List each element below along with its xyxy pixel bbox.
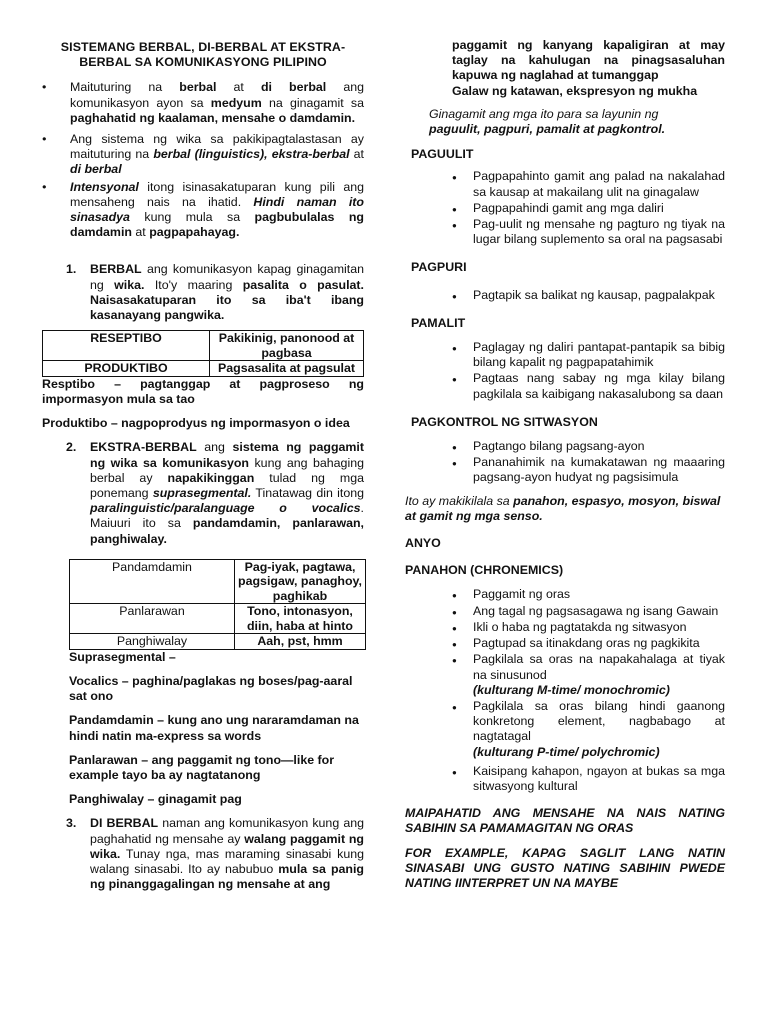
def-panghiwalay: Panghiwalay – ginagamit pag — [69, 792, 242, 807]
title-line-2: BERBAL SA KOMUNIKASYONG PILIPINO — [79, 55, 327, 70]
kulturang-m-time: (kulturang M-time/ monochromic) — [473, 682, 670, 697]
list-item: ● Pagtaas nang sabay ng mga kilay bilang pagkilala sa kaibigang nakasalubong sa daan — [405, 371, 725, 401]
heading-pagpuri: PAGPURI — [411, 260, 467, 275]
caps-note-1: MAIPAHATID ANG MENSAHE NA NAIS NATING SABIHIN SA PAMAMAGITAN NG ORAS — [405, 806, 725, 836]
bullet-intensyonal: Intensyonal itong isinasakatuparan kung pili ang mensaheng nais na ihatid. Hindi naman ito sinasadya kung mula sa pagbubulalas ng damdamin at pagpapahayag. — [70, 179, 364, 240]
def-reseptibo: Resptibo – pagtanggap at pagproseso ng impormasyon mula sa tao — [42, 376, 364, 406]
ekstra-berbal-table — [69, 559, 366, 650]
item-ekstra-berbal: 2. EKSTRA-BERBAL ang sistema ng paggamit ng wika sa komunikasyon kung ang bahaging berbal ay napakikinggan tulad ng mga ponemang suprasegmental. Tinatawag din itong paralinguistic/paralanguage o vocalics. Maiuuri ito sa pandamdamin, panlarawan, panghiwalay. — [66, 440, 365, 546]
bullet-berbal-di-berbal: Maituturing na berbal at di berbal ang komunikasyon ayon sa medyum na ginagamit sa paghahatid ng kaalaman, mensahe o damdamin. — [70, 80, 364, 125]
galaw-ng-katawan: Galaw ng katawan, ekspresyon ng mukha — [452, 83, 698, 98]
heading-anyo: ANYO — [405, 536, 441, 551]
def-produktibo: Produktibo – nagpoprodyus ng impormasyon o idea — [42, 416, 350, 431]
list-item: ● Pagkilala sa oras na napakahalaga at tiyak na sinusunod — [405, 652, 725, 682]
caps-note-2: FOR EXAMPLE, KAPAG SAGLIT LANG NATIN SINASABI UNG GUSTO NATING SABIHIN PWEDE NATING IINTERPRET UN NA MAYBE — [405, 845, 725, 890]
def-panlarawan: Panlarawan – ang paggamit ng tono—like for example tayo ba ay nagtatanong — [69, 752, 335, 782]
list-item: ● Paglagay ng daliri pantapat-pantapik sa bibig bilang kapalit ng pagpapatahimik — [405, 340, 725, 370]
makikilala-text: Ito ay makikilala sa panahon, espasyo, mosyon, biswal at gamit ng mga senso. — [405, 493, 721, 523]
title-line-1: SISTEMANG BERBAL, DI-BERBAL AT EKSTRA- — [60, 40, 346, 54]
list-item: ● Ang tagal ng pagsasagawa ng isang Gawain — [405, 604, 725, 619]
bullet-sistema-ng-wika: Ang sistema ng wika sa pakikipagtalastasan ay maituturing na berbal (linguistics), ekstra-berbal at di berbal — [70, 132, 364, 177]
list-item: ● Pananahimik na kumakatawan ng maaaring pagsang-ayon hudyat ng pagsisimula — [405, 455, 725, 485]
list-item: ● Pag-uulit ng mensahe ng pagturo ng tiyak na lugar bilang suplemento sa oral na pagsasabi — [405, 217, 725, 247]
table-row: RESEPTIBO Pakikinig, panonood at pagbasa — [43, 331, 364, 361]
list-item: ● Pagpapahinto gamit ang palad na nakalahad sa kausap at makailang ulit na ginagalaw — [405, 169, 725, 199]
list-pagpuri — [405, 288, 725, 303]
table-row: Pandamdamin Pag-iyak, pagtawa, pagsigaw, panaghoy, paghikab — [70, 559, 366, 604]
di-berbal-continuation: paggamit ng kanyang kapaligiran at may taglay na kahulugan na pinagsasaluhan kapuwa ng naglahad at tumanggap — [452, 38, 725, 83]
list-item: ● Kaisipang kahapon, ngayon at bukas sa mga sitwasyong kultural — [405, 764, 725, 794]
def-vocalics: Vocalics – paghina/paglakas ng boses/pag-aaral sat ono — [69, 673, 353, 704]
def-suprasegmental: Suprasegmental – — [69, 649, 176, 664]
list-item: ● Paggamit ng oras — [405, 587, 725, 602]
list-item: ● Pagtapik sa balikat ng kausap, pagpalakpak — [405, 288, 725, 303]
heading-pamalit: PAMALIT — [411, 315, 466, 330]
table-row: PRODUKTIBO Pagsasalita at pagsulat — [43, 361, 364, 377]
table-row: Panlarawan Tono, intonasyon, diin, haba at hinto — [70, 604, 366, 634]
heading-paguulit: PAGUULIT — [411, 147, 474, 162]
berbal-table — [42, 330, 364, 377]
list-item: ● Pagtupad sa itinakdang oras ng pagkikita — [405, 636, 725, 651]
item-berbal: 1. BERBAL ang komunikasyon kapag ginagamitan ng wika. Ito'y maaring pasalita o pasulat. Naisasakatuparan ito sa iba't ibang kasanayang pangwika. — [66, 262, 365, 323]
doc-title — [42, 40, 364, 70]
list-panahon — [405, 587, 725, 794]
list-pagkontrol — [405, 439, 725, 486]
kulturang-p-time: (kulturang P-time/ polychromic) — [473, 744, 660, 759]
heading-panahon: PANAHON (CHRONEMICS) — [405, 563, 564, 578]
list-item: ● Pagpapahindi gamit ang mga daliri — [405, 201, 725, 216]
list-item: ● Pagkilala sa oras bilang hindi gaanong konkretong element, nagbabago at nagtatagal — [405, 699, 725, 745]
item-di-berbal: 3. DI BERBAL naman ang komunikasyon kung ang paghahatid ng mensahe ay walang paggamit ng wika. Tunay nga, mas maraming sinasabi kung walang sinasabi. Ito ay nabubuo mula sa panig ng pinanggagalingan ng mensahe at ang — [66, 816, 365, 892]
list-paguulit — [405, 169, 725, 247]
def-pandamdamin: Pandamdamin – kung ano ung nararamdaman na hindi natin ma-express sa words — [69, 713, 359, 743]
left-column — [42, 0, 364, 892]
list-item: ● Pagtango bilang pagsang-ayon — [405, 439, 725, 454]
heading-pagkontrol: PAGKONTROL NG SITWASYON — [411, 414, 598, 429]
right-column — [405, 0, 725, 891]
table-row: Panghiwalay Aah, pst, hmm — [70, 634, 366, 650]
list-item: ● Ikli o haba ng pagtatakda ng sitwasyon — [405, 620, 725, 635]
layunin-text: Ginagamit ang mga ito para sa layunin ng paguulit, pagpuri, pamalit at pagkontrol. — [429, 106, 666, 137]
list-pamalit — [405, 340, 725, 402]
